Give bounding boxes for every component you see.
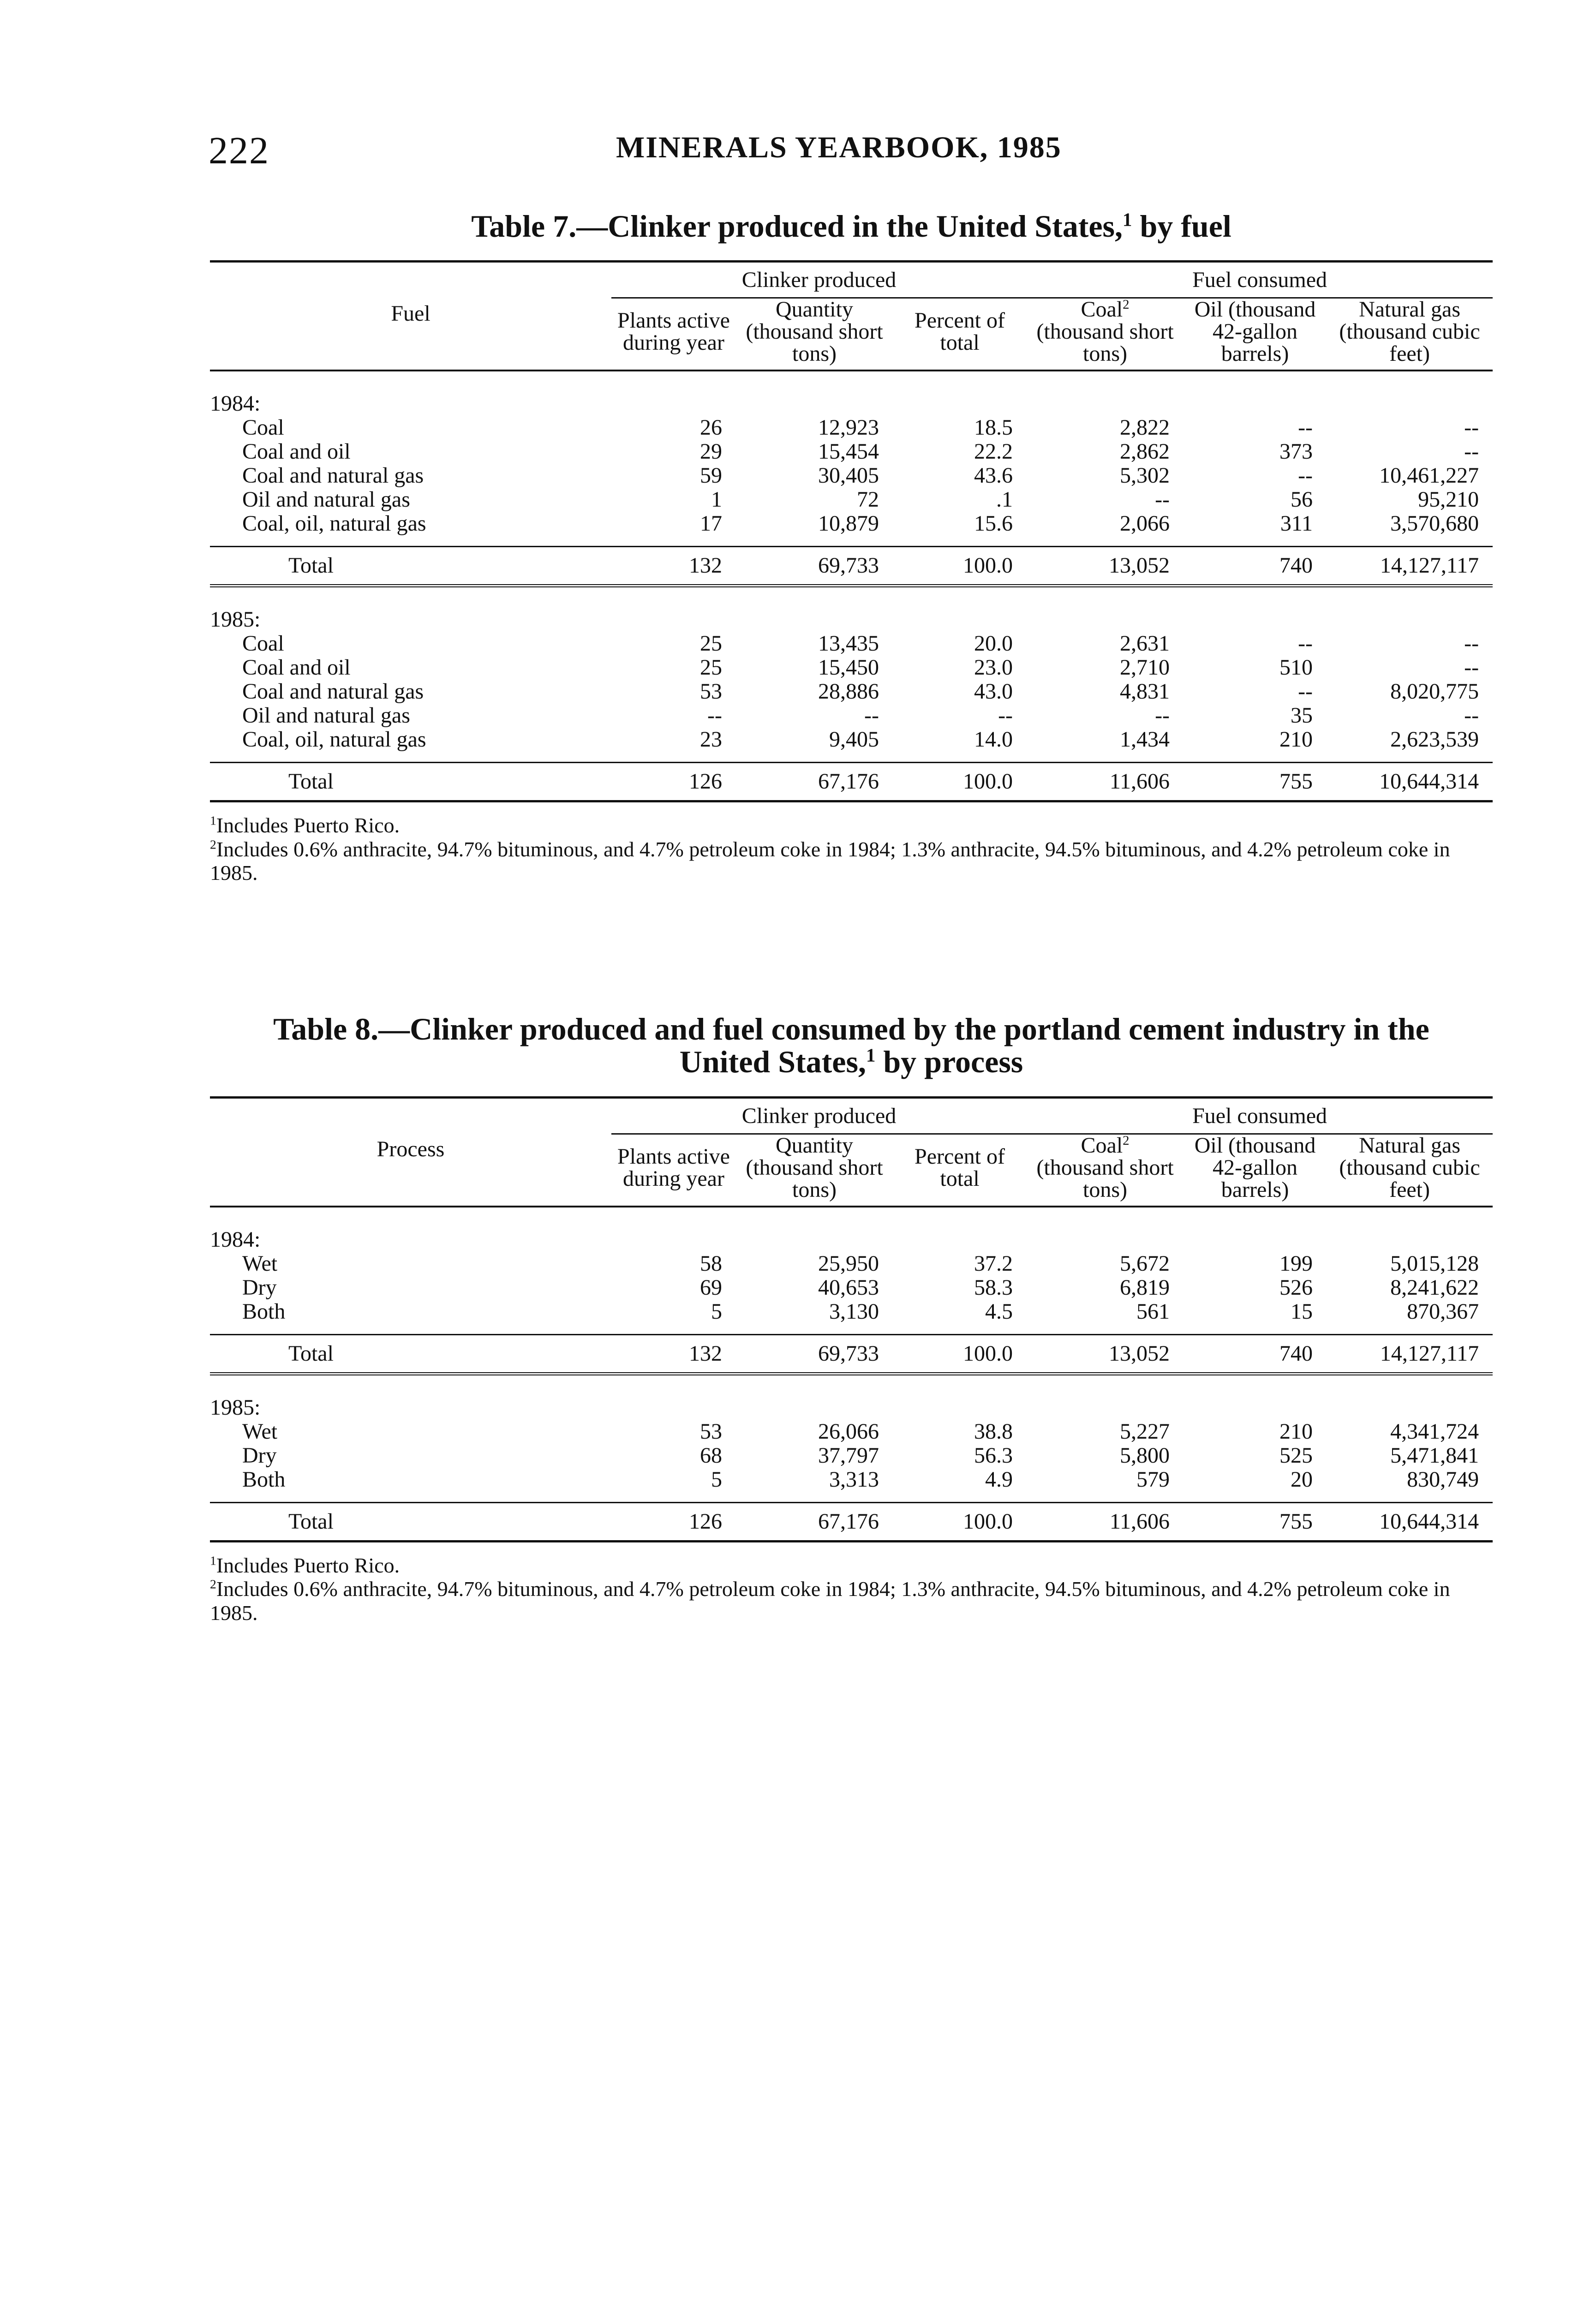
total-oil: 755	[1184, 763, 1327, 801]
year-heading-row	[210, 371, 1493, 416]
page-number: 222	[209, 129, 269, 172]
row-label: Coal and natural gas	[242, 680, 424, 704]
cell-oil: 210	[1279, 727, 1313, 752]
cell-plants: 17	[700, 511, 722, 536]
cell-percent: 22.2	[974, 439, 1013, 464]
cell-percent: 38.8	[974, 1419, 1013, 1444]
cell-oil: 15	[1291, 1299, 1313, 1324]
total-percent: 100.0	[893, 547, 1027, 586]
cell-oil: 210	[1279, 1419, 1313, 1444]
cell-gas: --	[1464, 439, 1479, 464]
table-8	[210, 1013, 1493, 1625]
total-percent: 100.0	[893, 1502, 1027, 1541]
cell-gas: 5,471,841	[1390, 1443, 1479, 1468]
cell-quantity: 40,653	[818, 1275, 879, 1300]
row-label: Coal	[242, 416, 284, 440]
cell-quantity: 30,405	[818, 463, 879, 488]
year-heading-row	[210, 1374, 1493, 1420]
total-plants: 126	[611, 763, 736, 801]
total-coal: 11,606	[1027, 763, 1184, 801]
table-7-body	[210, 371, 1493, 801]
cell-percent: 20.0	[974, 631, 1013, 656]
cell-gas: 2,623,539	[1390, 727, 1479, 752]
col-oil: Oil (thousand 42-gallon barrels)	[1184, 1134, 1327, 1207]
table-row	[210, 1420, 1493, 1444]
total-percent: 100.0	[893, 1334, 1027, 1374]
cell-coal: 2,862	[1120, 439, 1170, 464]
cell-plants: 25	[700, 631, 722, 656]
cell-quantity: 72	[857, 487, 879, 512]
table-row	[210, 632, 1493, 656]
cell-plants: 53	[700, 679, 722, 704]
row-label: Coal and natural gas	[242, 464, 424, 488]
cell-gas: 5,015,128	[1390, 1251, 1479, 1276]
cell-percent: 56.3	[974, 1443, 1013, 1468]
col-plants: Plants active during year	[611, 1134, 736, 1207]
cell-oil: --	[1298, 463, 1313, 488]
cell-oil: 56	[1291, 487, 1313, 512]
total-row	[210, 763, 1493, 801]
year-label: 1985:	[210, 607, 261, 632]
table-7-grid	[210, 260, 1493, 802]
cell-quantity: 10,879	[818, 511, 879, 536]
cell-oil: 526	[1279, 1275, 1313, 1300]
col-percent: Percent of total	[893, 1134, 1027, 1207]
cell-quantity: 28,886	[818, 679, 879, 704]
cell-plants: 5	[711, 1299, 722, 1324]
total-oil: 740	[1184, 1334, 1327, 1374]
row-label: Oil and natural gas	[242, 488, 410, 512]
table-8-footnotes	[210, 1554, 1493, 1625]
cell-gas: 870,367	[1407, 1299, 1479, 1324]
cell-percent: 4.9	[985, 1467, 1013, 1492]
total-oil: 740	[1184, 547, 1327, 586]
row-label: Coal and oil	[242, 656, 351, 680]
cell-coal: 5,227	[1120, 1419, 1170, 1444]
cell-gas: 830,749	[1407, 1467, 1479, 1492]
total-quantity: 67,176	[736, 763, 893, 801]
row-label: Coal, oil, natural gas	[242, 728, 426, 752]
cell-gas: 8,241,622	[1390, 1275, 1479, 1300]
col-gas: Natural gas (thousand cubic feet)	[1327, 298, 1493, 371]
col-quantity: Quantity (thousand short tons)	[736, 298, 893, 371]
total-label: Total	[210, 1334, 611, 1374]
cell-percent: 14.0	[974, 727, 1013, 752]
cell-coal: 5,800	[1120, 1443, 1170, 1468]
total-quantity: 67,176	[736, 1502, 893, 1541]
total-plants: 132	[611, 547, 736, 586]
cell-oil: 510	[1279, 655, 1313, 680]
cell-oil: 35	[1291, 703, 1313, 728]
cell-percent: 43.0	[974, 679, 1013, 704]
total-label: Total	[210, 547, 611, 586]
cell-quantity: 13,435	[818, 631, 879, 656]
table-7-group-clinker: Clinker produced	[611, 262, 1027, 298]
cell-coal: 4,831	[1120, 679, 1170, 704]
col-gas: Natural gas (thousand cubic feet)	[1327, 1134, 1493, 1207]
row-label: Dry	[242, 1443, 277, 1468]
cell-gas: --	[1464, 415, 1479, 440]
cell-plants: 53	[700, 1419, 722, 1444]
table-row	[210, 512, 1493, 536]
table-row	[210, 488, 1493, 512]
row-label: Coal, oil, natural gas	[242, 512, 426, 536]
total-coal: 13,052	[1027, 1334, 1184, 1374]
cell-gas: 3,570,680	[1390, 511, 1479, 536]
row-label: Coal	[242, 632, 284, 656]
col-coal: Coal$^2$ (thousand short tons)	[1027, 1134, 1184, 1207]
table-row	[210, 416, 1493, 440]
footnote-2: $^2$Includes 0.6% anthracite, 94.7% bituminous, and 4.7% petroleum coke in 1984; 1.3% anthracite, 94.5% bituminous, and 4.2% petroleum coke in 1985.	[210, 1577, 1450, 1625]
cell-plants: 69	[700, 1275, 722, 1300]
table-8-title: Table 8.—Clinker produced and fuel consumed by the portland cement industry in the United States,$^1$ by process	[273, 1011, 1429, 1080]
table-row	[210, 1276, 1493, 1300]
cell-plants: 5	[711, 1467, 722, 1492]
footnote-1: $^1$Includes Puerto Rico.	[210, 1553, 400, 1577]
cell-coal: 5,302	[1120, 463, 1170, 488]
total-quantity: 69,733	[736, 1334, 893, 1374]
table-row	[210, 1468, 1493, 1492]
table-7-footnotes	[210, 813, 1493, 885]
cell-gas: 95,210	[1418, 487, 1479, 512]
cell-percent: .1	[996, 487, 1013, 512]
year-heading-row	[210, 586, 1493, 632]
cell-oil: 199	[1279, 1251, 1313, 1276]
cell-plants: 25	[700, 655, 722, 680]
cell-gas: 10,461,227	[1379, 463, 1479, 488]
table-7	[210, 210, 1493, 885]
cell-quantity: 25,950	[818, 1251, 879, 1276]
total-label: Total	[210, 1502, 611, 1541]
cell-percent: 18.5	[974, 415, 1013, 440]
footnote-1: $^1$Includes Puerto Rico.	[210, 813, 400, 837]
cell-coal: 2,710	[1120, 655, 1170, 680]
cell-plants: 68	[700, 1443, 722, 1468]
cell-gas: 4,341,724	[1390, 1419, 1479, 1444]
cell-coal: --	[1155, 703, 1170, 728]
total-row	[210, 1502, 1493, 1541]
row-label: Coal and oil	[242, 440, 351, 464]
cell-gas: --	[1464, 631, 1479, 656]
cell-plants: 59	[700, 463, 722, 488]
year-label: 1984:	[210, 391, 261, 416]
cell-percent: 43.6	[974, 463, 1013, 488]
total-row	[210, 1334, 1493, 1374]
total-plants: 132	[611, 1334, 736, 1374]
cell-quantity: 37,797	[818, 1443, 879, 1468]
cell-oil: 373	[1279, 439, 1313, 464]
table-row	[210, 704, 1493, 728]
cell-oil: --	[1298, 415, 1313, 440]
table-row	[210, 656, 1493, 680]
cell-oil: 311	[1280, 511, 1313, 536]
cell-coal: 2,631	[1120, 631, 1170, 656]
cell-gas: 8,020,775	[1390, 679, 1479, 704]
footnote-2: $^2$Includes 0.6% anthracite, 94.7% bituminous, and 4.7% petroleum coke in 1984; 1.3% anthracite, 94.5% bituminous, and 4.2% petroleum coke in 1985.	[210, 837, 1450, 885]
year-label: 1984:	[210, 1227, 261, 1252]
total-oil: 755	[1184, 1502, 1327, 1541]
cell-quantity: 15,450	[818, 655, 879, 680]
total-label: Total	[210, 763, 611, 801]
cell-gas: --	[1464, 703, 1479, 728]
total-gas: 14,127,117	[1327, 547, 1493, 586]
cell-quantity: 26,066	[818, 1419, 879, 1444]
cell-percent: 15.6	[974, 511, 1013, 536]
table-row	[210, 1300, 1493, 1324]
cell-quantity: 3,130	[829, 1299, 879, 1324]
col-process: Process	[210, 1134, 611, 1207]
table-row	[210, 1444, 1493, 1468]
total-gas: 14,127,117	[1327, 1334, 1493, 1374]
table-7-group-fuel: Fuel consumed	[1027, 262, 1493, 298]
table-8-group-fuel: Fuel consumed	[1027, 1097, 1493, 1134]
table-row	[210, 440, 1493, 464]
running-head: MINERALS YEARBOOK, 1985	[616, 131, 1062, 164]
cell-plants: 29	[700, 439, 722, 464]
cell-coal: 561	[1136, 1299, 1170, 1324]
total-coal: 11,606	[1027, 1502, 1184, 1541]
total-row	[210, 547, 1493, 586]
total-quantity: 69,733	[736, 547, 893, 586]
cell-coal: 5,672	[1120, 1251, 1170, 1276]
row-label: Oil and natural gas	[242, 704, 410, 728]
total-gas: 10,644,314	[1327, 1502, 1493, 1541]
cell-gas: --	[1464, 655, 1479, 680]
row-label: Wet	[242, 1419, 278, 1444]
cell-percent: --	[998, 703, 1013, 728]
cell-percent: 4.5	[985, 1299, 1013, 1324]
cell-quantity: 12,923	[818, 415, 879, 440]
table-7-title: Table 7.—Clinker produced in the United States,$^1$ by fuel	[471, 209, 1231, 244]
total-coal: 13,052	[1027, 547, 1184, 586]
col-fuel: Fuel	[210, 298, 611, 371]
total-percent: 100.0	[893, 763, 1027, 801]
table-row	[210, 680, 1493, 704]
table-row	[210, 1252, 1493, 1276]
cell-plants: 26	[700, 415, 722, 440]
year-heading-row	[210, 1207, 1493, 1252]
row-label: Both	[242, 1299, 286, 1324]
cell-coal: --	[1155, 487, 1170, 512]
cell-quantity: 15,454	[818, 439, 879, 464]
cell-coal: 1,434	[1120, 727, 1170, 752]
cell-percent: 37.2	[974, 1251, 1013, 1276]
total-plants: 126	[611, 1502, 736, 1541]
total-gas: 10,644,314	[1327, 763, 1493, 801]
cell-oil: 525	[1279, 1443, 1313, 1468]
col-percent: Percent of total	[893, 298, 1027, 371]
row-label: Both	[242, 1467, 286, 1492]
table-row	[210, 728, 1493, 752]
col-oil: Oil (thousand 42-gallon barrels)	[1184, 298, 1327, 371]
cell-plants: --	[707, 703, 722, 728]
cell-coal: 6,819	[1120, 1275, 1170, 1300]
row-label: Wet	[242, 1251, 278, 1276]
col-quantity: Quantity (thousand short tons)	[736, 1134, 893, 1207]
cell-coal: 2,822	[1120, 415, 1170, 440]
year-label: 1985:	[210, 1395, 261, 1420]
col-coal: Coal$^2$ (thousand short tons)	[1027, 298, 1184, 371]
cell-quantity: 3,313	[829, 1467, 879, 1492]
cell-coal: 2,066	[1120, 511, 1170, 536]
cell-plants: 58	[700, 1251, 722, 1276]
cell-coal: 579	[1136, 1467, 1170, 1492]
table-8-body	[210, 1207, 1493, 1542]
cell-percent: 58.3	[974, 1275, 1013, 1300]
cell-oil: --	[1298, 679, 1313, 704]
cell-plants: 23	[700, 727, 722, 752]
cell-oil: 20	[1291, 1467, 1313, 1492]
table-8-group-clinker: Clinker produced	[611, 1097, 1027, 1134]
cell-plants: 1	[711, 487, 722, 512]
cell-quantity: --	[864, 703, 879, 728]
table-8-grid	[210, 1096, 1493, 1542]
cell-oil: --	[1298, 631, 1313, 656]
table-row	[210, 464, 1493, 488]
cell-percent: 23.0	[974, 655, 1013, 680]
col-plants: Plants active during year	[611, 298, 736, 371]
cell-quantity: 9,405	[829, 727, 879, 752]
row-label: Dry	[242, 1275, 277, 1300]
